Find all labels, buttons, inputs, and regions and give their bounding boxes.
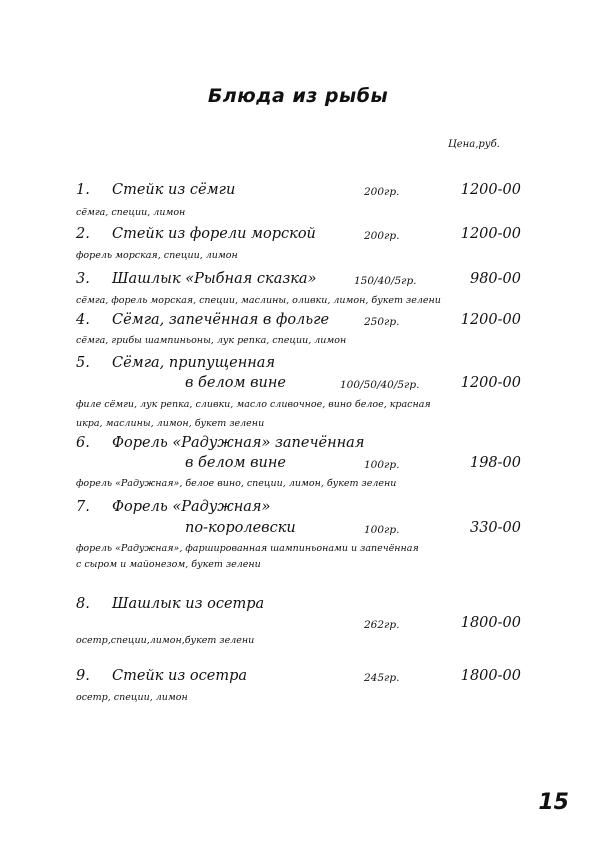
price-column-header: Цена,руб.: [448, 139, 500, 150]
item-name: Стейк из форели морской: [112, 226, 316, 242]
item-price: 1200-00: [460, 182, 521, 198]
item-weight: 100гр.: [364, 459, 400, 471]
item-name: Форель «Радужная»: [112, 499, 271, 515]
item-description: осетр,специи,лимон,букет зелени: [76, 635, 255, 646]
item-number: 7.: [76, 499, 90, 515]
item-description: форель «Радужная», белое вино, специи, лимон, букет зелени: [76, 478, 397, 489]
item-price: 1800-00: [460, 668, 521, 684]
page-title: Блюда из рыбы: [207, 85, 389, 107]
item-name: Шашлык «Рыбная сказка»: [112, 271, 317, 287]
item-number: 6.: [76, 435, 90, 451]
item-description: форель «Радужная», фаршированная шампиньонами и запечённая: [76, 543, 419, 554]
item-description: икра, маслины, лимон, букет зелени: [76, 418, 265, 429]
item-weight: 200гр.: [364, 230, 400, 242]
item-weight: 100гр.: [364, 524, 400, 536]
item-name-continued: по-королевски: [185, 520, 296, 536]
item-description: сёмга, грибы шампиньоны, лук репка, специи, лимон: [76, 335, 347, 346]
item-price: 980-00: [469, 271, 521, 287]
item-name: Шашлык из осетра: [112, 596, 265, 612]
item-number: 4.: [76, 312, 90, 328]
item-number: 3.: [76, 271, 90, 287]
item-description: филе сёмги, лук репка, сливки, масло сливочное, вино белое, красная: [76, 399, 431, 410]
item-weight: 150/40/5гр.: [354, 275, 417, 287]
item-number: 1.: [76, 182, 90, 198]
item-description: сёмга, специи, лимон: [76, 207, 186, 218]
item-price: 1200-00: [460, 312, 521, 328]
page-number: 15: [538, 790, 569, 815]
item-number: 8.: [76, 596, 90, 612]
item-name-continued: в белом вине: [185, 455, 286, 471]
item-price: 1200-00: [460, 375, 521, 391]
item-name: Форель «Радужная» запечённая: [112, 435, 365, 451]
item-weight: 262гр.: [364, 619, 400, 631]
item-weight: 250гр.: [364, 316, 400, 328]
item-name-continued: в белом вине: [185, 375, 286, 391]
item-description: с сыром и майонезом, букет зелени: [76, 559, 261, 570]
item-price: 1800-00: [460, 615, 521, 631]
item-number: 9.: [76, 668, 90, 684]
item-price: 330-00: [469, 520, 521, 536]
item-number: 5.: [76, 355, 90, 371]
item-name: Сёмга, припущенная: [112, 355, 276, 371]
item-weight: 100/50/40/5гр.: [340, 379, 420, 391]
item-weight: 245гр.: [364, 672, 400, 684]
item-name: Стейк из осетра: [112, 668, 247, 684]
item-name: Стейк из сёмги: [112, 182, 236, 198]
item-price: 198-00: [469, 455, 521, 471]
item-name: Сёмга, запечённая в фольге: [112, 312, 330, 328]
item-description: сёмга, форель морская, специи, маслины, оливки, лимон, букет зелени: [76, 295, 441, 306]
item-description: форель морская, специи, лимон: [76, 250, 238, 261]
item-description: осетр, специи, лимон: [76, 692, 188, 703]
item-price: 1200-00: [460, 226, 521, 242]
item-number: 2.: [76, 226, 90, 242]
item-weight: 200гр.: [364, 186, 400, 198]
